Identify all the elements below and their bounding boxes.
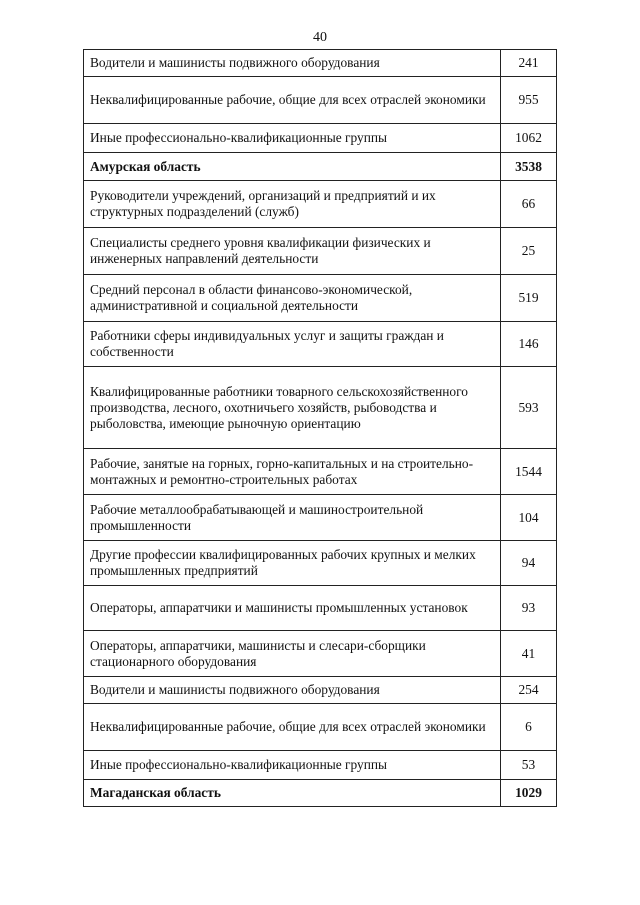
region-total-cell: 3538 [501, 153, 557, 181]
count-cell: 146 [501, 322, 557, 367]
occupation-name-cell: Иные профессионально-квалификационные группы [84, 751, 501, 780]
count-cell: 41 [501, 631, 557, 677]
data-table [83, 49, 557, 807]
count-cell: 93 [501, 586, 557, 631]
table-row [84, 631, 557, 677]
region-row [84, 153, 557, 181]
count-cell: 104 [501, 495, 557, 541]
count-cell: 593 [501, 367, 557, 449]
table-row [84, 50, 557, 77]
count-cell: 241 [501, 50, 557, 77]
occupation-name-cell: Иные профессионально-квалификационные группы [84, 124, 501, 153]
occupation-name-cell: Работники сферы индивидуальных услуг и защиты граждан и собственности [84, 322, 501, 367]
region-total-cell: 1029 [501, 780, 557, 807]
count-cell: 53 [501, 751, 557, 780]
occupation-name-cell: Водители и машинисты подвижного оборудования [84, 50, 501, 77]
count-cell: 519 [501, 275, 557, 322]
table-row [84, 367, 557, 449]
count-cell: 1062 [501, 124, 557, 153]
page-number: 40 [313, 30, 327, 45]
count-cell: 6 [501, 704, 557, 751]
occupation-name-cell: Средний персонал в области финансово-экономической, административной и социальной деятельности [84, 275, 501, 322]
occupation-name-cell: Рабочие металлообрабатывающей и машиностроительной промышленности [84, 495, 501, 541]
occupation-name-cell: Другие профессии квалифицированных рабочих крупных и мелких промышленных предприятий [84, 541, 501, 586]
table-row [84, 677, 557, 704]
table-row [84, 751, 557, 780]
occupation-name-cell: Квалифицированные работники товарного сельскохозяйственного производства, лесного, охотничьего хозяйств, рыбоводства и рыболовства, имеющие рыночную ориентацию [84, 367, 501, 449]
table-row [84, 322, 557, 367]
table-row [84, 704, 557, 751]
occupation-name-cell: Специалисты среднего уровня квалификации физических и инженерных направлений деятельности [84, 228, 501, 275]
table-row [84, 275, 557, 322]
region-row [84, 780, 557, 807]
table-row [84, 495, 557, 541]
table-row [84, 181, 557, 228]
occupation-name-cell: Операторы, аппаратчики, машинисты и слесари-сборщики стационарного оборудования [84, 631, 501, 677]
count-cell: 955 [501, 77, 557, 124]
occupation-name-cell: Неквалифицированные рабочие, общие для всех отраслей экономики [84, 704, 501, 751]
count-cell: 66 [501, 181, 557, 228]
occupation-name-cell: Неквалифицированные рабочие, общие для всех отраслей экономики [84, 77, 501, 124]
table-row [84, 228, 557, 275]
table-row [84, 124, 557, 153]
occupation-name-cell: Рабочие, занятые на горных, горно-капитальных и на строительно-монтажных и ремонтно-строительных работах [84, 449, 501, 495]
table-row [84, 541, 557, 586]
table-row [84, 77, 557, 124]
table-row [84, 586, 557, 631]
count-cell: 25 [501, 228, 557, 275]
occupation-name-cell: Операторы, аппаратчики и машинисты промышленных установок [84, 586, 501, 631]
region-name-cell: Магаданская область [84, 780, 501, 807]
region-name-cell: Амурская область [84, 153, 501, 181]
count-cell: 94 [501, 541, 557, 586]
occupation-name-cell: Руководители учреждений, организаций и предприятий и их структурных подразделений (служб) [84, 181, 501, 228]
count-cell: 1544 [501, 449, 557, 495]
count-cell: 254 [501, 677, 557, 704]
occupation-name-cell: Водители и машинисты подвижного оборудования [84, 677, 501, 704]
table-body [84, 50, 557, 807]
table-row [84, 449, 557, 495]
